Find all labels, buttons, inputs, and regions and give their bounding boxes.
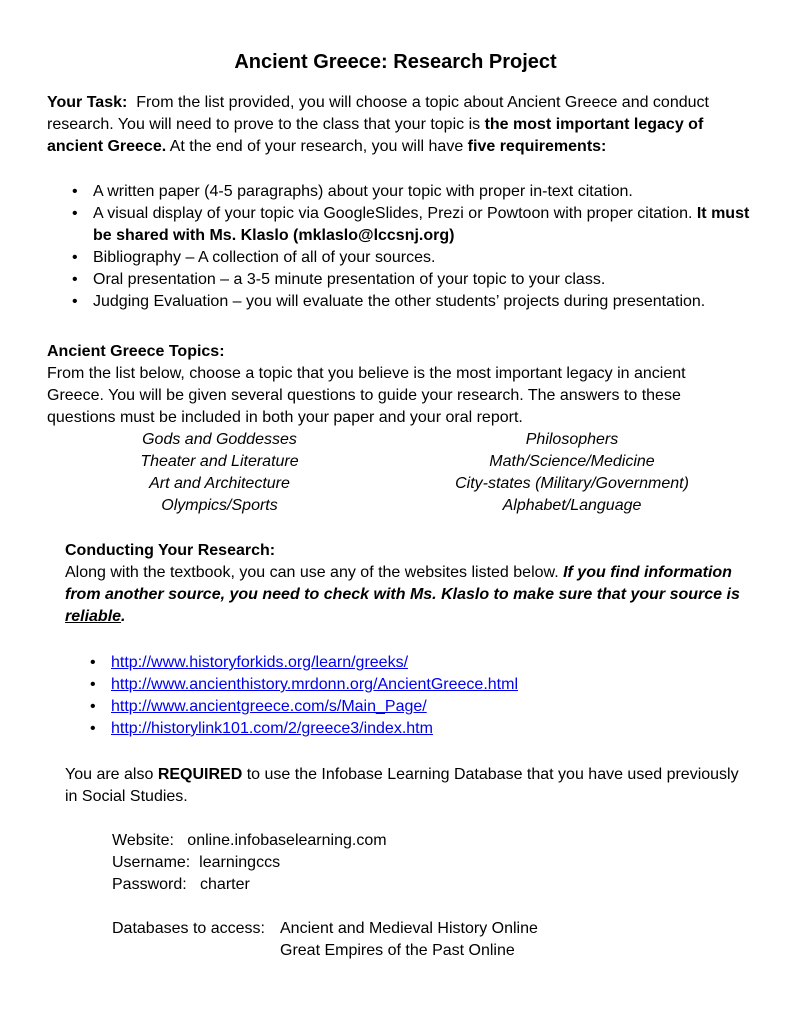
- requirements-list: [72, 181, 752, 313]
- username-row: [112, 852, 387, 874]
- task-text-1: From the list provided, you will choose a topic about Ancient Greece and conduct research. You will need to prove to the class that your topic is: [47, 94, 709, 133]
- topic-item: Theater and Literature: [140, 453, 299, 470]
- task-bold-legacy: the most important legacy of ancient Greece.: [47, 116, 704, 155]
- topic-item: Art and Architecture: [149, 475, 290, 492]
- username-value: learningccs: [199, 854, 281, 871]
- requirement-item: [72, 291, 752, 313]
- requirement-text: A written paper (4-5 paragraphs) about your topic with proper in-text citation.: [93, 183, 633, 200]
- requirement-text: Oral presentation – a 3-5 minute presentation of your topic to your class.: [93, 271, 606, 288]
- research-period: .: [121, 608, 126, 625]
- task-bold-requirements: five requirements:: [467, 138, 607, 155]
- research-warning: If you find information from another source, you need to check with Ms. Klaslo to make sure that your source is: [65, 564, 740, 603]
- required-text-1: You are also: [65, 766, 158, 783]
- page-title: Ancient Greece: Research Project: [234, 51, 557, 73]
- topic-item: Math/Science/Medicine: [489, 453, 655, 470]
- requirement-item: [72, 203, 752, 247]
- website-link[interactable]: http://historylink101.com/2/greece3/index.htm: [111, 720, 433, 737]
- password-label: Password:: [112, 876, 201, 893]
- requirement-text: Bibliography – A collection of all of your sources.: [93, 249, 436, 266]
- database-row: [112, 918, 538, 940]
- password-value: charter: [200, 876, 250, 893]
- topic-item: Olympics/Sports: [161, 497, 278, 514]
- task-text-2: At the end of your research, you will have: [166, 138, 468, 155]
- task-paragraph: [47, 92, 752, 158]
- website-link[interactable]: http://www.ancientgreece.com/s/Main_Page/: [111, 698, 427, 715]
- topics-intro: From the list below, choose a topic that you believe is the most important legacy in ancient Greece. You will be given several questions to guide your research. The answers to these questions must be included in both your paper and your oral report.: [47, 365, 686, 426]
- database-item: Ancient and Medieval History Online: [280, 920, 538, 937]
- databases-block: [112, 918, 538, 962]
- required-text-2: to use the Infobase Learning Database that you have used previously in Social Studies.: [65, 766, 739, 805]
- research-text: Along with the textbook, you can use any of the websites listed below.: [65, 564, 564, 581]
- website-link[interactable]: http://www.ancienthistory.mrdonn.org/AncientGreece.html: [111, 676, 518, 693]
- topic-item: Alphabet/Language: [502, 497, 642, 514]
- website-label: Website:: [112, 832, 188, 849]
- requirement-item: [72, 181, 752, 203]
- website-value: online.infobaselearning.com: [187, 832, 387, 849]
- topic-item: Philosophers: [525, 431, 619, 448]
- task-label: Your Task:: [47, 94, 128, 111]
- website-row: [112, 830, 387, 852]
- databases-label-spacer: [112, 940, 280, 962]
- topics-heading-text: Ancient Greece Topics:: [47, 343, 225, 360]
- topic-item: City-states (Military/Government): [455, 475, 689, 492]
- password-row: [112, 874, 387, 896]
- topic-row: [47, 429, 752, 451]
- required-bold: REQUIRED: [157, 766, 243, 783]
- link-item: [90, 696, 750, 718]
- required-paragraph: [65, 764, 755, 808]
- requirement-item: [72, 269, 752, 291]
- research-paragraph: [65, 562, 755, 628]
- credentials-block: [112, 830, 387, 896]
- topic-row: [47, 473, 752, 495]
- topics-heading: [47, 341, 752, 363]
- research-reliable: reliable: [65, 608, 122, 625]
- website-links-list: [90, 652, 750, 740]
- database-item: Great Empires of the Past Online: [280, 942, 515, 959]
- requirement-item: [72, 247, 752, 269]
- link-item: [90, 674, 750, 696]
- requirement-text: A visual display of your topic via GoogleSlides, Prezi or Powtoon with proper citation.: [93, 205, 697, 222]
- requirement-share-note: It must be shared with Ms. Klaslo (mklaslo@lccsnj.org): [93, 205, 750, 244]
- database-row: [112, 940, 538, 962]
- topic-item: Gods and Goddesses: [142, 431, 297, 448]
- topic-row: [47, 495, 752, 517]
- research-heading: Conducting Your Research:: [65, 542, 276, 559]
- requirement-text: Judging Evaluation – you will evaluate the other students’ projects during presentation.: [93, 293, 706, 310]
- research-section: [65, 540, 755, 628]
- topic-row: [47, 451, 752, 473]
- topics-table: [47, 429, 752, 517]
- link-item: [90, 652, 750, 674]
- link-item: [90, 718, 750, 740]
- website-link[interactable]: http://www.historyforkids.org/learn/greeks/: [111, 654, 409, 671]
- databases-label: Databases to access:: [112, 920, 265, 937]
- username-label: Username:: [112, 854, 200, 871]
